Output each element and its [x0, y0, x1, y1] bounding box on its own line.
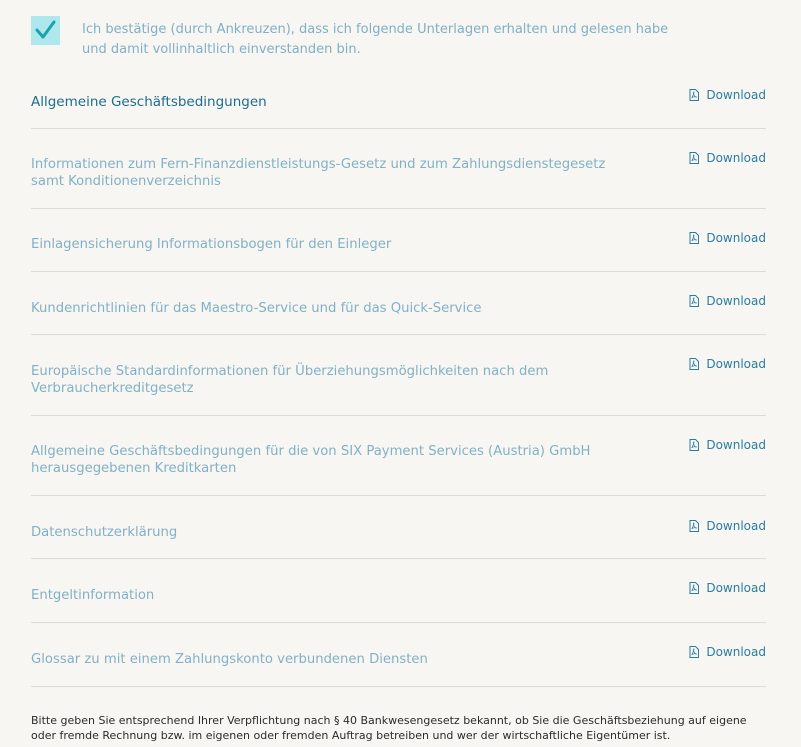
download-link[interactable] [689, 438, 766, 452]
download-label: Download [706, 88, 766, 102]
document-title-link[interactable]: Entgeltinformation [31, 588, 155, 603]
document-row [31, 80, 766, 129]
consent-checkbox[interactable] [31, 16, 60, 45]
pdf-file-icon [689, 89, 699, 101]
download-label: Download [706, 151, 766, 165]
consent-text: Ich bestätige (durch Ankreuzen), dass ich folgende Unterlagen erhalten und gelesen habe und damit vollinhaltlich einverstanden bin. [82, 22, 669, 57]
checkmark-icon [33, 18, 58, 43]
download-label: Download [706, 581, 766, 595]
document-title-link[interactable]: Einlagensicherung Informationsbogen für den Einleger [31, 237, 392, 252]
document-row [31, 623, 766, 687]
document-list [31, 80, 766, 687]
document-title-link[interactable]: Kundenrichtlinien für das Maestro-Service und für das Quick-Service [31, 301, 482, 316]
pdf-file-icon [689, 232, 699, 244]
download-label: Download [706, 519, 766, 533]
pdf-file-icon [689, 439, 699, 451]
document-title-link[interactable]: Glossar zu mit einem Zahlungskonto verbundenen Diensten [31, 652, 428, 667]
download-link[interactable] [689, 151, 766, 165]
download-link[interactable] [689, 88, 766, 102]
download-label: Download [706, 294, 766, 308]
download-label: Download [706, 231, 766, 245]
pdf-file-icon [689, 520, 699, 532]
beneficial-owner-notice: Bitte geben Sie entsprechend Ihrer Verpflichtung nach § 40 Bankwesengesetz bekannt, ob Sie die Geschäftsbeziehung auf eigene oder fremde Rechnung bzw. im eigenen oder fremden Auftrag betreiben und wer der wirtschaftliche Eigentümer ist. [31, 714, 747, 742]
document-row [31, 335, 766, 416]
document-row [31, 496, 766, 559]
document-title-link[interactable]: Europäische Standardinformationen für Überziehungsmöglichkeiten nach dem Verbraucherkreditgesetz [31, 364, 549, 396]
pdf-file-icon [689, 295, 699, 307]
pdf-file-icon [689, 358, 699, 370]
pdf-file-icon [689, 646, 699, 658]
download-link[interactable] [689, 519, 766, 533]
download-label: Download [706, 645, 766, 659]
document-title-link[interactable]: Allgemeine Geschäftsbedingungen [31, 94, 267, 110]
download-label: Download [706, 357, 766, 371]
download-link[interactable] [689, 581, 766, 595]
download-link[interactable] [689, 357, 766, 371]
download-link[interactable] [689, 231, 766, 245]
document-row [31, 559, 766, 623]
document-row [31, 209, 766, 272]
document-row [31, 416, 766, 496]
pdf-file-icon [689, 152, 699, 164]
document-title-link[interactable]: Informationen zum Fern-Finanzdienstleistungs-Gesetz und zum Zahlungsdienstegesetz samt Konditionenverzeichnis [31, 157, 606, 189]
document-title-link[interactable]: Datenschutzerklärung [31, 525, 178, 540]
pdf-file-icon [689, 582, 699, 594]
document-title-link[interactable]: Allgemeine Geschäftsbedingungen für die von SIX Payment Services (Austria) GmbH herausgegebenen Kreditkarten [31, 444, 591, 476]
document-row [31, 272, 766, 335]
document-row [31, 129, 766, 209]
download-label: Download [706, 438, 766, 452]
download-link[interactable] [689, 294, 766, 308]
download-link[interactable] [689, 645, 766, 659]
